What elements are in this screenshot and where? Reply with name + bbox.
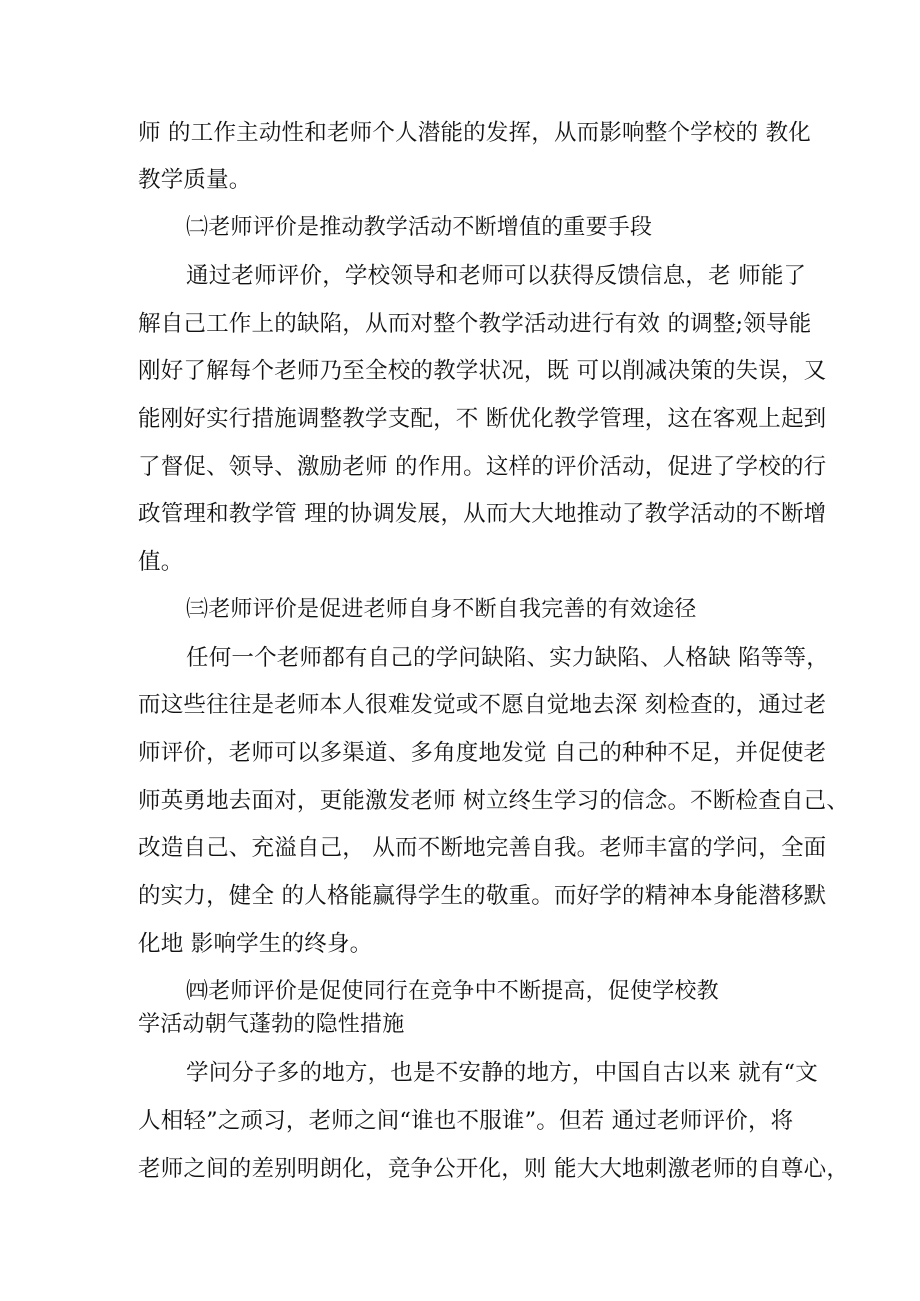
body-text-line: 任何一个老师都有自己的学问缺陷、实力缺陷、人格缺 陷等等， (186, 645, 829, 671)
body-text-line: 老师之间的差别明朗化，竞争公开化，则 能大大地刺激老师的自尊心， (138, 1156, 850, 1182)
body-text-line: 师英勇地去面对，更能激发老师 树立终生学习的信念。不断检查自己、 (138, 788, 850, 814)
section-heading-4-continued: 学活动朝气蓬勃的隐性措施 (138, 1012, 405, 1037)
body-text-line: 值。 (138, 549, 184, 575)
section-heading-2: ㈡老师评价是推动教学活动不断增值的重要手段 (186, 215, 653, 240)
body-text-line: 能刚好实行措施调整教学支配，不 断优化教学管理，这在客观上起到 (138, 406, 827, 432)
body-text-line: 的实力，健全 的人格能赢得学生的敬重。而好学的精神本身能潜移默 (138, 883, 827, 909)
body-text-line: 改造自己、充溢自己， 从而不断地完善自我。老师丰富的学问，全面 (138, 835, 827, 861)
body-text-line: 了督促、领导、激励老师 的作用。这样的评价活动，促进了学校的行 (138, 454, 827, 480)
body-text-line: 政管理和教学管 理的协调发展，从而大大地推动了教学活动的不断增 (138, 501, 827, 527)
body-text-line: 教学质量。 (138, 167, 252, 193)
body-text-line: 刚好了解每个老师乃至全校的教学状况，既 可以削减决策的失误，又 (138, 358, 827, 384)
body-text-line: 化地 影响学生的终身。 (138, 931, 373, 957)
body-text-line: 通过老师评价，学校领导和老师可以获得反馈信息，老 师能了 (186, 263, 807, 289)
section-heading-4: ㈣老师评价是促使同行在竞争中不断提高，促使学校教 (186, 979, 719, 1004)
body-text-line: 而这些往往是老师本人很难发觉或不愿自觉地去深 刻检查的，通过老 (138, 692, 827, 718)
body-text-line: 师 的工作主动性和老师个人潜能的发挥，从而影响整个学校的 教化 (138, 120, 812, 146)
body-text-line: 师评价，老师可以多渠道、多角度地发觉 自己的种种不足，并促使老 (138, 740, 827, 766)
body-text-line: 学问分子多的地方，也是不安静的地方，中国自古以来 就有“文 (186, 1060, 818, 1086)
body-text-line: 人相轻”之顽习，老师之间“谁也不服谁”。但若 通过老师评价，将 (138, 1108, 794, 1134)
body-text-line: 解自己工作上的缺陷，从而对整个教学活动进行有效 的调整;领导能 (138, 311, 812, 337)
section-heading-3: ㈢老师评价是促进老师自身不断自我完善的有效途径 (186, 597, 697, 622)
